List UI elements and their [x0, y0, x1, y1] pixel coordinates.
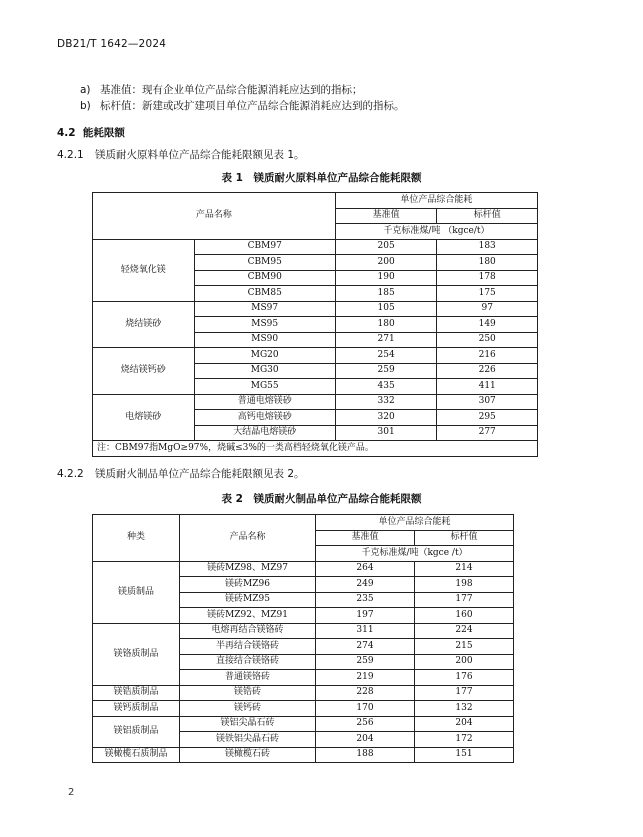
header-energy-consumption: 单位产品综合能耗	[316, 515, 514, 531]
clause-text: 镁质耐火原料单位产品综合能耗限额见表 1。	[95, 149, 305, 161]
definition-a	[80, 82, 363, 97]
table1-note-row	[93, 441, 538, 457]
header-unit: 千克标准煤/吨（kgce /t）	[316, 546, 514, 562]
benchmark-value-cell: 200	[415, 654, 514, 670]
header-base-value: 基准值	[316, 530, 415, 546]
header-energy-consumption: 单位产品综合能耗	[335, 193, 537, 209]
product-name-cell: 直接结合镁铬砖	[180, 654, 316, 670]
clause-4-2-1	[57, 147, 305, 162]
base-value-cell: 180	[335, 317, 437, 333]
product-name-cell: CBM90	[194, 270, 335, 286]
table2	[92, 514, 514, 763]
product-name-cell: 镁钙砖	[180, 701, 316, 717]
base-value-cell: 256	[316, 716, 415, 732]
header-type: 种类	[93, 515, 180, 562]
product-name-cell: 镁砖MZ95	[180, 592, 316, 608]
base-value-cell: 170	[316, 701, 415, 717]
header-benchmark-value: 标杆值	[437, 208, 538, 224]
header-base-value: 基准值	[335, 208, 437, 224]
document-id: DB21/T 1642—2024	[57, 38, 167, 50]
section-heading	[57, 125, 125, 140]
table1-title: 表 1 镁质耐火原料单位产品综合能耗限额	[221, 172, 422, 184]
category-cell: 镁铬质制品	[93, 623, 180, 685]
product-name-cell: MS90	[194, 332, 335, 348]
benchmark-value-cell: 411	[437, 379, 538, 395]
table2-header-row	[93, 515, 514, 531]
table1	[92, 192, 538, 457]
base-value-cell: 254	[335, 348, 437, 364]
product-name-cell: CBM97	[194, 239, 335, 255]
page-number: 2	[68, 787, 75, 798]
benchmark-value-cell: 277	[437, 425, 538, 441]
base-value-cell: 320	[335, 410, 437, 426]
header-benchmark-value: 标杆值	[415, 530, 514, 546]
benchmark-value-cell: 214	[415, 561, 514, 577]
base-value-cell: 200	[335, 255, 437, 271]
benchmark-value-cell: 183	[437, 239, 538, 255]
benchmark-value-cell: 177	[415, 685, 514, 701]
category-cell: 镁锆质制品	[93, 685, 180, 701]
product-name-cell: 镁砖MZ92、MZ91	[180, 608, 316, 624]
base-value-cell: 264	[316, 561, 415, 577]
benchmark-value-cell: 216	[437, 348, 538, 364]
benchmark-value-cell: 295	[437, 410, 538, 426]
category-cell: 镁橄榄石质制品	[93, 747, 180, 763]
product-name-cell: 镁铁铝尖晶石砖	[180, 732, 316, 748]
benchmark-value-cell: 97	[437, 301, 538, 317]
table-row	[93, 239, 538, 255]
category-cell: 烧结镁钙砂	[93, 348, 195, 395]
section-number: 4.2	[57, 127, 76, 139]
benchmark-value-cell: 151	[415, 747, 514, 763]
benchmark-value-cell: 215	[415, 639, 514, 655]
category-cell: 镁钙质制品	[93, 701, 180, 717]
table-row	[93, 561, 514, 577]
base-value-cell: 228	[316, 685, 415, 701]
table-row	[93, 348, 538, 364]
list-marker: b)	[80, 100, 91, 112]
product-name-cell: 高钙电熔镁砂	[194, 410, 335, 426]
benchmark-value-cell: 172	[415, 732, 514, 748]
base-value-cell: 235	[316, 592, 415, 608]
benchmark-value-cell: 178	[437, 270, 538, 286]
product-name-cell: CBM85	[194, 286, 335, 302]
product-name-cell: 镁砖MZ96	[180, 577, 316, 593]
product-name-cell: 镁橄榄石砖	[180, 747, 316, 763]
product-name-cell: CBM95	[194, 255, 335, 271]
clause-text: 镁质耐火制品单位产品综合能耗限额见表 2。	[95, 468, 305, 480]
header-product-name: 产品名称	[180, 515, 316, 562]
table-note: 注：CBM97指MgO≥97%，烧碱≤3%的一类高档轻烧氧化镁产品。	[93, 441, 538, 457]
benchmark-value-cell: 132	[415, 701, 514, 717]
product-name-cell: MS97	[194, 301, 335, 317]
table-row	[93, 716, 514, 732]
product-name-cell: MG20	[194, 348, 335, 364]
table2-title: 表 2 镁质耐火制品单位产品综合能耗限额	[221, 493, 422, 505]
benchmark-value-cell: 160	[415, 608, 514, 624]
product-name-cell: 半再结合镁铬砖	[180, 639, 316, 655]
base-value-cell: 301	[335, 425, 437, 441]
benchmark-value-cell: 149	[437, 317, 538, 333]
benchmark-value-cell: 177	[415, 592, 514, 608]
product-name-cell: MG30	[194, 363, 335, 379]
clause-4-2-2	[57, 466, 305, 481]
header-product-name: 产品名称	[93, 193, 336, 240]
clause-number: 4.2.2	[57, 468, 84, 480]
base-value-cell: 271	[335, 332, 437, 348]
category-cell: 电熔镁砂	[93, 394, 195, 441]
product-name-cell: 镁铝尖晶石砖	[180, 716, 316, 732]
base-value-cell: 105	[335, 301, 437, 317]
base-value-cell: 332	[335, 394, 437, 410]
base-value-cell: 205	[335, 239, 437, 255]
table1-header-row	[93, 193, 538, 209]
product-name-cell: 镁砖MZ98、MZ97	[180, 561, 316, 577]
base-value-cell: 259	[316, 654, 415, 670]
product-name-cell: 普通镁铬砖	[180, 670, 316, 686]
category-cell: 轻烧氧化镁	[93, 239, 195, 301]
table-row	[93, 301, 538, 317]
category-cell: 烧结镁砂	[93, 301, 195, 348]
base-value-cell: 190	[335, 270, 437, 286]
benchmark-value-cell: 180	[437, 255, 538, 271]
header-unit: 千克标准煤/吨 （kgce/t）	[335, 224, 537, 240]
base-value-cell: 435	[335, 379, 437, 395]
category-cell: 镁铝质制品	[93, 716, 180, 747]
table-row	[93, 747, 514, 763]
benchmark-value-cell: 250	[437, 332, 538, 348]
benchmark-value-cell: 204	[415, 716, 514, 732]
benchmark-value-cell: 176	[415, 670, 514, 686]
base-value-cell: 204	[316, 732, 415, 748]
product-name-cell: 普通电熔镁砂	[194, 394, 335, 410]
clause-number: 4.2.1	[57, 149, 84, 161]
product-name-cell: MG55	[194, 379, 335, 395]
table-row	[93, 701, 514, 717]
table-row	[93, 394, 538, 410]
base-value-cell: 197	[316, 608, 415, 624]
benchmark-value-cell: 224	[415, 623, 514, 639]
section-title: 能耗限额	[82, 127, 125, 139]
category-cell: 镁质制品	[93, 561, 180, 623]
benchmark-value-cell: 307	[437, 394, 538, 410]
benchmark-value-cell: 226	[437, 363, 538, 379]
product-name-cell: 大结晶电熔镁砂	[194, 425, 335, 441]
product-name-cell: 镁锆砖	[180, 685, 316, 701]
base-value-cell: 188	[316, 747, 415, 763]
definition-text: 基准值：现有企业单位产品综合能源消耗应达到的指标；	[100, 84, 363, 96]
product-name-cell: 电熔再结合镁铬砖	[180, 623, 316, 639]
benchmark-value-cell: 175	[437, 286, 538, 302]
table-row	[93, 623, 514, 639]
list-marker: a)	[80, 84, 91, 96]
table-row	[93, 685, 514, 701]
definition-text: 标杆值：新建或改扩建项目单位产品综合能源消耗应达到的指标。	[100, 100, 405, 112]
definition-b	[80, 98, 405, 113]
base-value-cell: 249	[316, 577, 415, 593]
base-value-cell: 311	[316, 623, 415, 639]
benchmark-value-cell: 198	[415, 577, 514, 593]
base-value-cell: 219	[316, 670, 415, 686]
base-value-cell: 185	[335, 286, 437, 302]
base-value-cell: 259	[335, 363, 437, 379]
base-value-cell: 274	[316, 639, 415, 655]
product-name-cell: MS95	[194, 317, 335, 333]
